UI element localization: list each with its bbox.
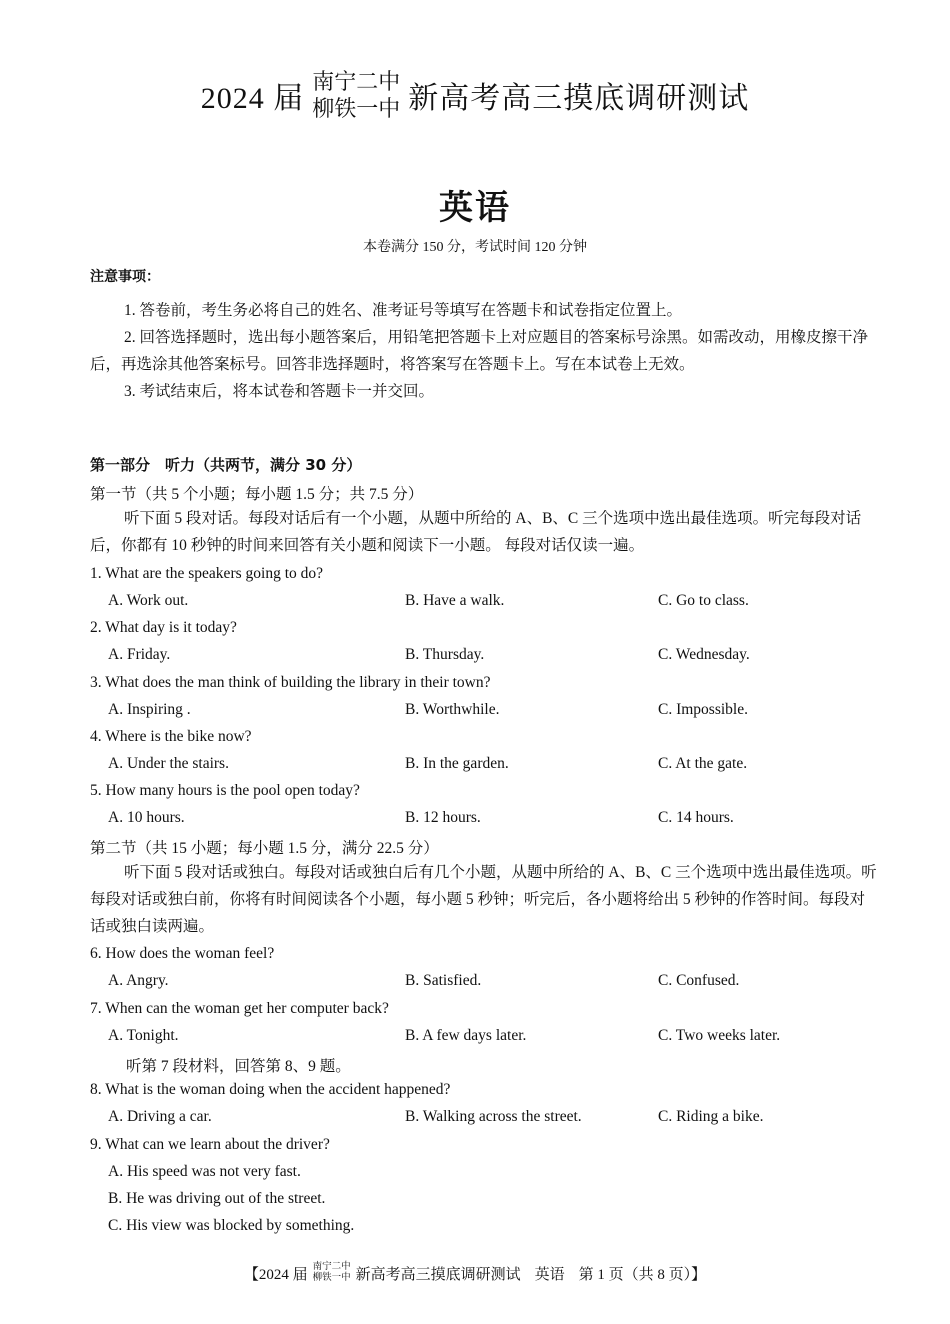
footer-school-bottom: 柳铁一中 <box>312 1273 351 1283</box>
exam-header <box>0 68 950 122</box>
question-8: 8. What is the woman doing when the accident happened? <box>90 1081 451 1098</box>
subject-title: 英语 <box>439 188 511 228</box>
q5-option-c: C. 14 hours. <box>658 809 734 826</box>
q3-option-a: A. Inspiring . <box>108 701 191 718</box>
header-schools <box>312 68 400 122</box>
q4-option-b: B. In the garden. <box>405 755 509 772</box>
section1-instructions: 听下面 5 段对话。每段对话后有一个小题，从题中所给的 A、B、C 三个选项中选出最佳选项。听完每段对话后，你都有 10 秒钟的时间来回答有关小题和阅读下一小题。 每段对话仅读一遍。 <box>90 510 862 554</box>
q3-option-c: C. Impossible. <box>658 701 748 718</box>
q8-option-b: B. Walking across the street. <box>405 1108 582 1125</box>
question-7: 7. When can the woman get her computer back? <box>90 1000 389 1017</box>
header-year: 2024 届 <box>200 82 305 115</box>
q9-option-b: B. He was driving out of the street. <box>108 1190 326 1207</box>
q2-option-a: A. Friday. <box>108 646 171 663</box>
q1-option-c: C. Go to class. <box>658 592 749 609</box>
q3-option-b: B. Worthwhile. <box>405 701 500 718</box>
q9-option-c: C. His view was blocked by something. <box>108 1217 355 1234</box>
question-9: 9. What can we learn about the driver? <box>90 1136 330 1153</box>
notice-title: 注意事项： <box>90 269 160 285</box>
part1-title: 第一部分 听力（共两节，满分 30 分） <box>90 456 362 474</box>
footer-page: 第 1 页（共 8 页）】 <box>578 1266 707 1283</box>
question-4: 4. Where is the bike now? <box>90 728 252 745</box>
section2-instructions: 听下面 5 段对话或独白。每段对话或独白后有几个小题，从题中所给的 A、B、C 三个选项中选出最佳选项。听每段对话或独白前，你将有时间阅读各个小题，每小题 5 秒钟；听完后，各小题将给出 5 秒钟的作答时间。每段对话或独白读两遍。 <box>90 864 877 935</box>
question-3: 3. What does the man think of building the library in their town? <box>90 674 491 691</box>
q1-option-b: B. Have a walk. <box>405 592 505 609</box>
q2-option-c: C. Wednesday. <box>658 646 750 663</box>
header-school-top: 南宁二中 <box>312 69 401 94</box>
q7-option-a: A. Tonight. <box>108 1027 179 1044</box>
q4-option-c: C. At the gate. <box>658 755 748 772</box>
q9-option-a: A. His speed was not very fast. <box>108 1163 301 1180</box>
question-5: 5. How many hours is the pool open today? <box>90 782 360 799</box>
q4-option-a: A. Under the stairs. <box>108 755 229 772</box>
question-2: 2. What day is it today? <box>90 619 237 636</box>
footer-open: 【2024 届 <box>243 1266 308 1283</box>
question-6: 6. How does the woman feel? <box>90 945 275 962</box>
notice-item-3: 3. 考试结束后，将本试卷和答题卡一并交回。 <box>124 383 435 400</box>
q8-option-a: A. Driving a car. <box>108 1108 212 1125</box>
footer-title: 新高考高三摸底调研测试 <box>355 1266 521 1283</box>
section2-title: 第二节（共 15 小题；每小题 1.5 分，满分 22.5 分） <box>90 840 439 857</box>
footer-schools <box>313 1262 351 1284</box>
q1-option-a: A. Work out. <box>108 592 189 609</box>
q8-option-c: C. Riding a bike. <box>658 1108 764 1125</box>
question-1: 1. What are the speakers going to do? <box>90 565 323 582</box>
header-school-bottom: 柳铁一中 <box>312 96 401 121</box>
q6-option-b: B. Satisfied. <box>405 972 482 989</box>
q6-option-c: C. Confused. <box>658 972 740 989</box>
notice-item-1: 1. 答卷前，考生务必将自己的姓名、准考证号等填写在答题卡和试卷指定位置上。 <box>124 302 683 319</box>
notice-item-2: 2. 回答选择题时，选出每小题答案后，用铅笔把答题卡上对应题目的答案标号涂黑。如需改动，用橡皮擦干净后，再选涂其他答案标号。回答非选择题时，将答案写在答题卡上。写在本试卷上无效。 <box>90 329 869 373</box>
page-footer <box>0 1262 950 1284</box>
section1-title: 第一节（共 5 个小题；每小题 1.5 分；共 7.5 分） <box>90 486 424 503</box>
q7-option-c: C. Two weeks later. <box>658 1027 781 1044</box>
q6-option-a: A. Angry. <box>108 972 169 989</box>
material-7-note: 听第 7 段材料，回答第 8、9 题。 <box>126 1058 351 1075</box>
header-title: 新高考高三摸底调研测试 <box>408 82 750 115</box>
q2-option-b: B. Thursday. <box>405 646 485 663</box>
score-info: 本卷满分 150 分，考试时间 120 分钟 <box>363 240 587 255</box>
footer-school-top: 南宁二中 <box>312 1262 351 1272</box>
q7-option-b: B. A few days later. <box>405 1027 527 1044</box>
footer-subject: 英语 <box>534 1266 565 1283</box>
q5-option-b: B. 12 hours. <box>405 809 481 826</box>
q5-option-a: A. 10 hours. <box>108 809 185 826</box>
